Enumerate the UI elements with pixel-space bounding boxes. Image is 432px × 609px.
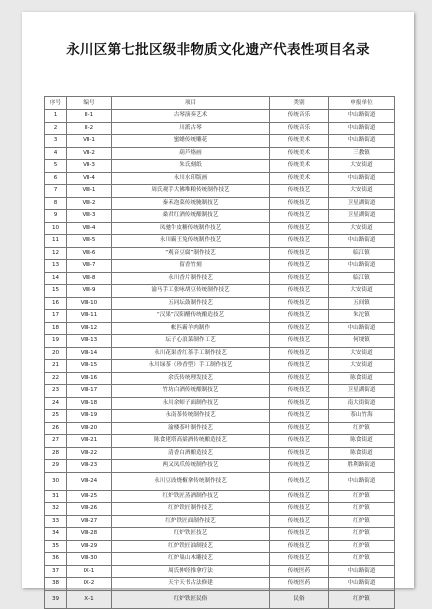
cell-serial: 17 <box>45 310 67 323</box>
table-row <box>45 322 395 335</box>
cell-serial: 25 <box>45 410 67 423</box>
cell-serial: 32 <box>45 503 67 516</box>
cell-unit: 卫星湖街道 <box>329 210 395 223</box>
cell-category: 传统技艺 <box>270 397 329 410</box>
cell-unit: 卫星湖街道 <box>329 197 395 210</box>
cell-category: 传统技艺 <box>270 372 329 385</box>
table-row <box>45 565 395 578</box>
cell-unit: 红炉镇 <box>329 590 395 608</box>
cell-code: Ⅷ-7 <box>67 260 112 273</box>
cell-unit: 卫星湖街道 <box>329 385 395 398</box>
cell-code: Ⅷ-1 <box>67 185 112 198</box>
cell-project: 古琴演奏艺术 <box>112 110 270 123</box>
table-row <box>45 385 395 398</box>
cell-project: 竹坊白酒传统酿制技艺 <box>112 385 270 398</box>
cell-category: 传统技艺 <box>270 540 329 553</box>
cell-serial: 27 <box>45 435 67 448</box>
cell-project: 蜜蜡传统雕花 <box>112 135 270 148</box>
header-serial: 序号 <box>45 97 67 110</box>
cell-unit: 红炉镇 <box>329 528 395 541</box>
cell-serial: 31 <box>45 490 67 503</box>
table-row <box>45 247 395 260</box>
cell-unit: 红炉镇 <box>329 490 395 503</box>
cell-serial: 1 <box>45 110 67 123</box>
cell-category: 传统技艺 <box>270 490 329 503</box>
table-row <box>45 185 395 198</box>
cell-code: Ⅷ-6 <box>67 247 112 260</box>
cell-category: 传统技艺 <box>270 347 329 360</box>
cell-category: 传统技艺 <box>270 197 329 210</box>
cell-project: 坛子心浪菜制作工艺 <box>112 335 270 348</box>
table-row <box>45 460 395 473</box>
cell-unit: 中山路街道 <box>329 472 395 490</box>
cell-category: 传统技艺 <box>270 222 329 235</box>
cell-serial: 5 <box>45 160 67 173</box>
cell-code: Ⅷ-19 <box>67 410 112 423</box>
cell-project: 红炉铁匠民俗 <box>112 590 270 608</box>
cell-project: 渝楼茶叶制作技艺 <box>112 422 270 435</box>
cell-project: 凤驰牛皮糖传统制作技艺 <box>112 222 270 235</box>
cell-code: Ⅱ-2 <box>67 122 112 135</box>
cell-code: Ⅷ-18 <box>67 397 112 410</box>
cell-code: Ⅶ-1 <box>67 135 112 148</box>
cell-serial: 35 <box>45 540 67 553</box>
table-row <box>45 110 395 123</box>
cell-code: Ⅷ-21 <box>67 435 112 448</box>
cell-code: Ⅸ-2 <box>67 578 112 591</box>
cell-project: 天宇天书古法修建 <box>112 578 270 591</box>
cell-category: 传统技艺 <box>270 272 329 285</box>
cell-category: 传统技艺 <box>270 385 329 398</box>
cell-serial: 26 <box>45 422 67 435</box>
cell-category: 传统音乐 <box>270 110 329 123</box>
table-row <box>45 553 395 566</box>
cell-project: “汉果”汉阳醋传统酿造技艺 <box>112 310 270 323</box>
cell-code: Ⅷ-25 <box>67 490 112 503</box>
cell-project: “观音豆腐”制作技艺 <box>112 247 270 260</box>
cell-unit: 中山路街道 <box>329 260 395 273</box>
table-row <box>45 410 395 423</box>
table-row <box>45 235 395 248</box>
cell-code: Ⅶ-3 <box>67 160 112 173</box>
cell-project: 永南茶传统制作技艺 <box>112 410 270 423</box>
cell-category: 传统技艺 <box>270 210 329 223</box>
cell-unit: 中山路街道 <box>329 122 395 135</box>
cell-unit: 南大街街道 <box>329 397 395 410</box>
cell-unit: 三教镇 <box>329 147 395 160</box>
cell-unit: 陈食街道 <box>329 372 395 385</box>
cell-serial: 3 <box>45 135 67 148</box>
cell-unit: 红炉镇 <box>329 515 395 528</box>
cell-serial: 38 <box>45 578 67 591</box>
cell-category: 传统技艺 <box>270 528 329 541</box>
cell-project: 川派古琴 <box>112 122 270 135</box>
header-category: 类别 <box>270 97 329 110</box>
cell-project: 红炉铁匠油制技艺 <box>112 540 270 553</box>
cell-code: Ⅷ-20 <box>67 422 112 435</box>
cell-unit: 中山路街道 <box>329 235 395 248</box>
table-row <box>45 172 395 185</box>
cell-project: 五同坛鼓制作技艺 <box>112 297 270 310</box>
table-row <box>45 503 395 516</box>
table-row <box>45 160 395 173</box>
cell-code: Ⅷ-26 <box>67 503 112 516</box>
table-row <box>45 222 395 235</box>
table-body <box>45 110 395 609</box>
cell-category: 传统技艺 <box>270 322 329 335</box>
cell-code: Ⅷ-16 <box>67 372 112 385</box>
cell-serial: 23 <box>45 385 67 398</box>
cell-project: 留香竹刻 <box>112 260 270 273</box>
table-row <box>45 540 395 553</box>
cell-code: Ⅷ-11 <box>67 310 112 323</box>
table-row <box>45 122 395 135</box>
cell-project: 红炉巢山木雕技艺 <box>112 553 270 566</box>
cell-unit: 中山路街道 <box>329 110 395 123</box>
table-row <box>45 578 395 591</box>
cell-code: Ⅶ-2 <box>67 147 112 160</box>
table-header-row <box>45 97 395 110</box>
cell-unit: 大安街道 <box>329 185 395 198</box>
cell-category: 传统医药 <box>270 565 329 578</box>
cell-category: 民俗 <box>270 590 329 608</box>
cell-serial: 16 <box>45 297 67 310</box>
cell-project: 清香白酒酿造技艺 <box>112 447 270 460</box>
cell-code: Ⅷ-28 <box>67 528 112 541</box>
cell-code: Ⅷ-14 <box>67 347 112 360</box>
cell-unit: 中山路街道 <box>329 565 395 578</box>
cell-category: 传统技艺 <box>270 410 329 423</box>
cell-category: 传统美术 <box>270 147 329 160</box>
cell-unit: 中山路街道 <box>329 322 395 335</box>
cell-project: 红炉铁匠技艺 <box>112 528 270 541</box>
cell-project: 渝马手工张咏胡豆传统制作技艺 <box>112 285 270 298</box>
table-row <box>45 472 395 490</box>
cell-category: 传统技艺 <box>270 285 329 298</box>
cell-code: Ⅷ-30 <box>67 553 112 566</box>
cell-project: 周氏观手大佛堆粮传统制作技艺 <box>112 185 270 198</box>
cell-code: Ⅷ-17 <box>67 385 112 398</box>
cell-project: 陈食佬塔高粱酒传统酿造技艺 <box>112 435 270 448</box>
document-page <box>22 12 414 602</box>
table-row <box>45 210 395 223</box>
cell-category: 传统技艺 <box>270 235 329 248</box>
cell-category: 传统技艺 <box>270 515 329 528</box>
cell-project: 朱氏刻纸 <box>112 160 270 173</box>
cell-category: 传统医药 <box>270 578 329 591</box>
table-row <box>45 372 395 385</box>
cell-project: 永川霸王兔传统制作技艺 <box>112 235 270 248</box>
header-unit: 申报单位 <box>329 97 395 110</box>
cell-category: 传统技艺 <box>270 335 329 348</box>
cell-code: Ⅷ-23 <box>67 460 112 473</box>
cell-serial: 33 <box>45 515 67 528</box>
table-row <box>45 347 395 360</box>
cell-project: 葫芦烙画 <box>112 147 270 160</box>
cell-serial: 10 <box>45 222 67 235</box>
cell-unit: 红炉镇 <box>329 422 395 435</box>
cell-unit: 五间镇 <box>329 297 395 310</box>
cell-category: 传统美术 <box>270 172 329 185</box>
table-row <box>45 297 395 310</box>
cell-unit: 大安街道 <box>329 222 395 235</box>
cell-serial: 8 <box>45 197 67 210</box>
cell-category: 传统技艺 <box>270 503 329 516</box>
table-row <box>45 447 395 460</box>
cell-project: 永川香片制作技艺 <box>112 272 270 285</box>
cell-code: Ⅷ-5 <box>67 235 112 248</box>
cell-unit: 中山路街道 <box>329 578 395 591</box>
cell-category: 传统技艺 <box>270 260 329 273</box>
cell-project: 周氏伸经推拿疗法 <box>112 565 270 578</box>
cell-project: 永川花果香红茶手工制作技艺 <box>112 347 270 360</box>
cell-unit: 何埂镇 <box>329 335 395 348</box>
cell-serial: 34 <box>45 528 67 541</box>
cell-serial: 15 <box>45 285 67 298</box>
cell-project: 帐匹霸羊肉制作 <box>112 322 270 335</box>
cell-category: 传统美术 <box>270 135 329 148</box>
cell-code: Ⅷ-10 <box>67 297 112 310</box>
header-project: 项目 <box>112 97 270 110</box>
cell-category: 传统技艺 <box>270 472 329 490</box>
cell-category: 传统技艺 <box>270 360 329 373</box>
cell-code: Ⅷ-12 <box>67 322 112 335</box>
cell-code: Ⅱ-1 <box>67 110 112 123</box>
cell-category: 传统技艺 <box>270 447 329 460</box>
cell-category: 传统技艺 <box>270 460 329 473</box>
cell-serial: 2 <box>45 122 67 135</box>
cell-code: Ⅷ-8 <box>67 272 112 285</box>
table-row <box>45 135 395 148</box>
document-title: 永川区第七批区级非物质文化遗产代表性项目名录 <box>66 42 370 58</box>
cell-category: 传统技艺 <box>270 422 329 435</box>
cell-category: 传统美术 <box>270 160 329 173</box>
cell-unit: 大安街道 <box>329 347 395 360</box>
cell-category: 传统技艺 <box>270 247 329 260</box>
cell-project: 永川豆豉烧椒拿传统制作技艺 <box>112 472 270 490</box>
table-row <box>45 360 395 373</box>
cell-serial: 6 <box>45 172 67 185</box>
cell-serial: 13 <box>45 260 67 273</box>
cell-serial: 9 <box>45 210 67 223</box>
cell-category: 传统音乐 <box>270 122 329 135</box>
cell-category: 传统技艺 <box>270 297 329 310</box>
cell-unit: 陈食街道 <box>329 435 395 448</box>
cell-project: 永川余师子面制作技艺 <box>112 397 270 410</box>
cell-unit: 红炉镇 <box>329 553 395 566</box>
cell-serial: 20 <box>45 347 67 360</box>
cell-code: Ⅷ-29 <box>67 540 112 553</box>
cell-serial: 18 <box>45 322 67 335</box>
table-row <box>45 285 395 298</box>
cell-project: 永川水印版画 <box>112 172 270 185</box>
cell-project: 秦禾泡菜传统腌制技艺 <box>112 197 270 210</box>
cell-unit: 大安街道 <box>329 285 395 298</box>
table-row <box>45 397 395 410</box>
cell-code: Ⅷ-2 <box>67 197 112 210</box>
table-row <box>45 422 395 435</box>
cell-serial: 28 <box>45 447 67 460</box>
cell-serial: 29 <box>45 460 67 473</box>
cell-category: 传统技艺 <box>270 185 329 198</box>
cell-code: Ⅷ-27 <box>67 515 112 528</box>
table-row <box>45 490 395 503</box>
cell-serial: 30 <box>45 472 67 490</box>
cell-unit: 大安街道 <box>329 360 395 373</box>
cell-unit: 大安街道 <box>329 160 395 173</box>
cell-serial: 39 <box>45 590 67 608</box>
cell-unit: 中山路街道 <box>329 172 395 185</box>
cell-serial: 21 <box>45 360 67 373</box>
cell-project: 红炉铁匠蒸酒制作技艺 <box>112 490 270 503</box>
cell-category: 传统技艺 <box>270 553 329 566</box>
cell-project: 余氏传统理发技艺 <box>112 372 270 385</box>
cell-code: Ⅸ-1 <box>67 565 112 578</box>
cell-project: 红炉铁匠制作技艺 <box>112 503 270 516</box>
cell-unit: 中山路街道 <box>329 135 395 148</box>
cell-code: Ⅹ-1 <box>67 590 112 608</box>
table-row <box>45 147 395 160</box>
cell-unit: 朱沱镇 <box>329 310 395 323</box>
cell-serial: 36 <box>45 553 67 566</box>
table-row <box>45 590 395 608</box>
cell-serial: 14 <box>45 272 67 285</box>
cell-serial: 22 <box>45 372 67 385</box>
table-row <box>45 528 395 541</box>
header-code: 编号 <box>67 97 112 110</box>
cell-project: 桑君红酒传统酿制技艺 <box>112 210 270 223</box>
cell-code: Ⅶ-4 <box>67 172 112 185</box>
cell-code: Ⅷ-15 <box>67 360 112 373</box>
table-row <box>45 515 395 528</box>
cell-serial: 12 <box>45 247 67 260</box>
cell-unit: 临江镇 <box>329 272 395 285</box>
cell-project: 永川绿茶（珍香型）手工制作技艺 <box>112 360 270 373</box>
table-row <box>45 260 395 273</box>
cell-category: 传统技艺 <box>270 310 329 323</box>
cell-unit: 临江镇 <box>329 247 395 260</box>
cell-code: Ⅷ-24 <box>67 472 112 490</box>
cell-category: 传统技艺 <box>270 435 329 448</box>
cell-serial: 19 <box>45 335 67 348</box>
table-row <box>45 335 395 348</box>
cell-unit: 茶山竹海 <box>329 410 395 423</box>
heritage-roster-table <box>44 96 395 609</box>
cell-serial: 11 <box>45 235 67 248</box>
cell-unit: 红炉镇 <box>329 503 395 516</box>
table-row <box>45 435 395 448</box>
cell-code: Ⅷ-13 <box>67 335 112 348</box>
cell-serial: 7 <box>45 185 67 198</box>
cell-code: Ⅷ-9 <box>67 285 112 298</box>
table-row <box>45 197 395 210</box>
cell-code: Ⅷ-22 <box>67 447 112 460</box>
cell-unit: 陈食街道 <box>329 447 395 460</box>
cell-code: Ⅷ-4 <box>67 222 112 235</box>
table-row <box>45 310 395 323</box>
cell-unit: 红炉镇 <box>329 540 395 553</box>
cell-unit: 胜利路街道 <box>329 460 395 473</box>
table-row <box>45 272 395 285</box>
cell-serial: 4 <box>45 147 67 160</box>
cell-serial: 24 <box>45 397 67 410</box>
cell-code: Ⅷ-3 <box>67 210 112 223</box>
cell-project: 红炉铁匠面制作技艺 <box>112 515 270 528</box>
cell-serial: 37 <box>45 565 67 578</box>
cell-project: 两又凤爪传统制作技艺 <box>112 460 270 473</box>
